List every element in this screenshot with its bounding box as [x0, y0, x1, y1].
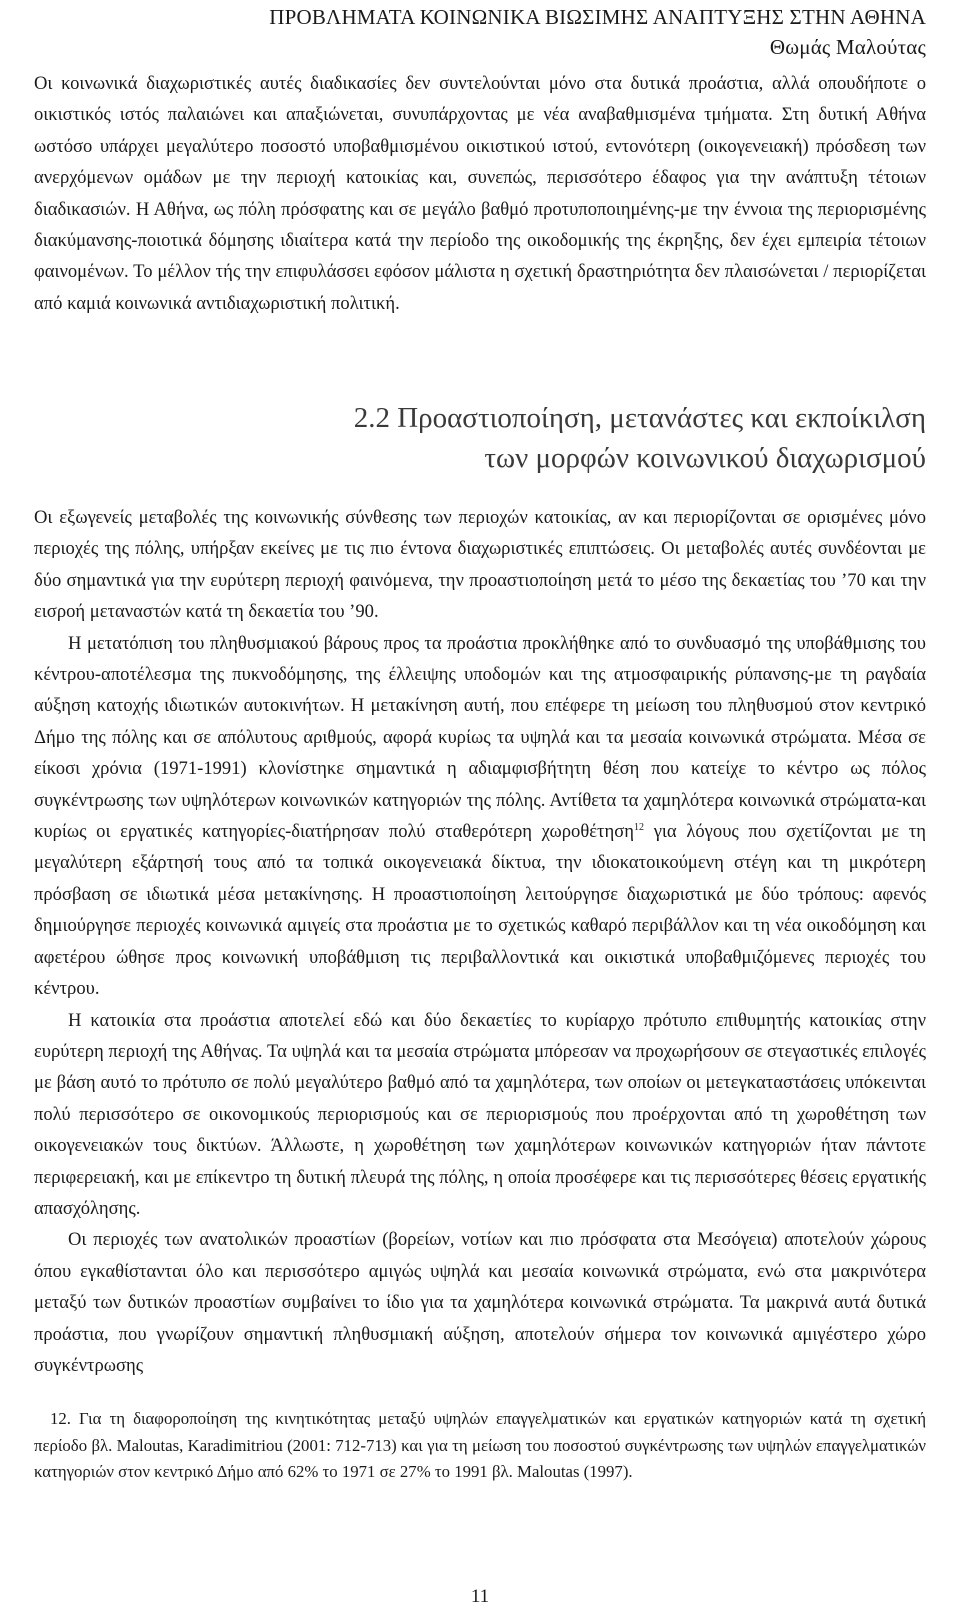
footnote — [34, 1406, 926, 1486]
running-header — [269, 2, 926, 62]
running-header-title: ΠΡΟΒΛΗΜΑΤΑ ΚΟΙΝΩΝΙΚΑ ΒΙΩΣΙΜΗΣ ΑΝΑΠΤΥΞΗΣ ΣΤΗΝ ΑΘΗΝΑ — [269, 5, 926, 29]
running-header-author: Θωμάς Μαλούτας — [769, 35, 926, 59]
page-number: 11 — [470, 1586, 490, 1607]
intro-paragraph: Οι κοινωνικά διαχωριστικές αυτές διαδικασίες δεν συντελούνται μόνο στα δυτικά προάστια, αλλά οπουδήποτε ο οικιστικός ιστός παλαιώνει και απαξιώνεται, συνυπάρχοντας με νέα αναβαθμισμένα τμήματα. Στη δυτική Αθήνα ωστόσο υπάρχει μεγαλύτερο ποσοστό υποβαθμισμένου οικιστικού ιστού, εντονότερη (οικογενειακή) πρόσδεση των ανερχόμενων ομάδων με την περιοχή κατοικίας και, συνεπώς, περισσότερο έδαφος για την ανάπτυξη τέτοιων διαδικασιών. Η Αθήνα, ως πόλη πρόσφατης και σε μεγάλο βαθμό προτυποποιημένης-με την έννοια της περιορισμένης διακύμανσης-ποιοτικά δόμησης ιδιαίτερα κατά την περίοδο της οικοδομικής της έκρηξης, δεν έχει εμπειρία τέτοιων φαινομένων. Το μέλλον τής την επιφυλάσσει εφόσον μάλιστα η σχετική δραστηριότητα δεν πλαισώνεται / περιορίζεται από καμιά κοινωνικά αντιδιαχωριστική πολιτική. — [34, 73, 926, 314]
document-page — [34, 0, 926, 1624]
paragraph-3: Η κατοικία στα προάστια αποτελεί εδώ και δύο δεκαετίες το κυρίαρχο πρότυπο επιθυμητής κατοικίας στην ευρύτερη περιοχή της Αθήνας. Τα υψηλά και τα μεσαία στρώματα μπόρεσαν να προχωρήσουν σε στεγαστικές επιλογές με βάση αυτό το πρότυπο σε πολύ μεγαλύτερο βαθμό από τα χαμηλότερα, των οποίων οι μετεγκαταστάσεις υπόκεινται πολύ περισσότερο σε οικονομικούς περιορισμούς και σε περιορισμούς που προέρχονται από τη χωροθέτηση των οικογενειακών τους δικτύων. Άλλωστε, η χωροθέτηση των χαμηλότερων κοινωνικών κατηγοριών ήταν πάντοτε περιφερειακή, και με επίκεντρο τη δυτική πλευρά της πόλης, η οποία προσέφερε και τις περισσότερες θέσεις εργατικής απασχόλησης. — [34, 1009, 926, 1219]
paragraph-1: Οι εξωγενείς μεταβολές της κοινωνικής σύνθεσης των περιοχών κατοικίας, αν και περιορίζονται σε ορισμένες μόνο περιοχές της πόλης, υπήρξαν εκείνες με τις πιο έντονα διαχωριστικές επιπτώσεις. Οι μεταβολές αυτές συνδέονται με δύο σημαντικά για την ευρύτερη περιοχή φαινόμενα, την προαστιοποίηση μετά το μέσο της δεκαετίας του ’70 και την εισροή μεταναστών κατά τη δεκαετία του ’90. — [34, 507, 926, 623]
paragraph-2 — [34, 628, 926, 1005]
paragraph-2-part-b: για λόγους που σχετίζονται με τη μεγαλύτερη εξάρτησή τους από τα τοπικά οικογενειακά δίκτυα, την ιδιοκατοικούμενη στέγη και τη μικρότερη πρόσβαση σε ιδιωτικά μέσα μετακίνησης. Η προαστιοποίηση λειτούργησε διαχωριστικά με δύο τρόπους: αφενός δημιούργησε περιοχές κοινωνικά αμιγείς στα προάστια με το σχετικώς καθαρό περιβάλλον και τη νέα οικοδόμηση και αφετέρου ώθησε προς κοινωνική υποβάθμιση τις περιβαλλοντικά και οικιστικά υποβαθμιζόμενες περιοχές του κέντρου. — [34, 821, 926, 1000]
section-heading-line-2: των μορφών κοινωνικού διαχωρισμού — [484, 442, 926, 474]
intro-text-block — [34, 68, 926, 319]
footnote-reference[interactable]: 12 — [633, 821, 644, 833]
section-heading-line-1: 2.2 Προαστιοποίηση, μετανάστες και εκποίκιλση — [353, 402, 926, 434]
section-body — [34, 502, 926, 1381]
paragraph-2-part-a: Η μετατόπιση του πληθυσμιακού βάρους προς τα προάστια προκλήθηκε από το συνδυασμό της υποβάθμισης του κέντρου-αποτέλεσμα της πυκνοδόμησης, της έλλειψης υποδομών και της ατμοσφαιρικής ρύπανσης-με τη ραγδαία αύξηση κατοχής ιδιωτικών αυτοκινήτων. Η μετακίνηση αυτή, που επέφερε τη μείωση του πληθυσμού στον κεντρικό Δήμο της πόλης και σε απόλυτους αριθμούς, αφορά κυρίως τα υψηλά και τα μεσαία κοινωνικά στρώματα. Μέσα σε είκοσι χρόνια (1971-1991) κλονίστηκε σημαντικά η αδιαμφισβήτητη θέση που κατείχε το κέντρο ως πόλος συγκέντρωσης των υψηλότερων κοινωνικών κατηγοριών της πόλης. Αντίθετα τα χαμηλότερα κοινωνικά στρώματα-και κυρίως οι εργατικές κατηγορίες-διατήρησαν πολύ σταθερότερη χωροθέτηση — [34, 632, 926, 843]
footnote-text: 12. Για τη διαφοροποίηση της κινητικότητας μεταξύ υψηλών επαγγελματικών και εργατικών κατηγοριών κατά τη σχετική περίοδο βλ. Maloutas, Karadimitriou (2001: 712-713) και για τη μείωση του ποσοστού συγκέντρωσης των υψηλών επαγγελματικών κατηγοριών στον κεντρικό Δήμο από 62% το 1971 σε 27% το 1991 βλ. Maloutas (1997). — [34, 1409, 926, 1481]
paragraph-4: Οι περιοχές των ανατολικών προαστίων (βορείων, νοτίων και πιο πρόσφατα στα Μεσόγεια) αποτελούν χώρους όπου εγκαθίστανται όλο και περισσότερο αμιγώς υψηλά και μεσαία κοινωνικά στρώματα, ενώ στα μακρινότερα μεταξύ των δυτικών προαστίων συμβαίνει το ίδιο για τα χαμηλότερα κοινωνικά στρώματα. Τα μακρινά αυτά δυτικά προάστια, που γνωρίζουν σημαντική πληθυσμιακή αύξηση, αποτελούν σήμερα τον κοινωνικά αμιγέστερο χώρο συγκέντρωσης — [34, 1229, 926, 1376]
section-heading — [354, 398, 926, 478]
